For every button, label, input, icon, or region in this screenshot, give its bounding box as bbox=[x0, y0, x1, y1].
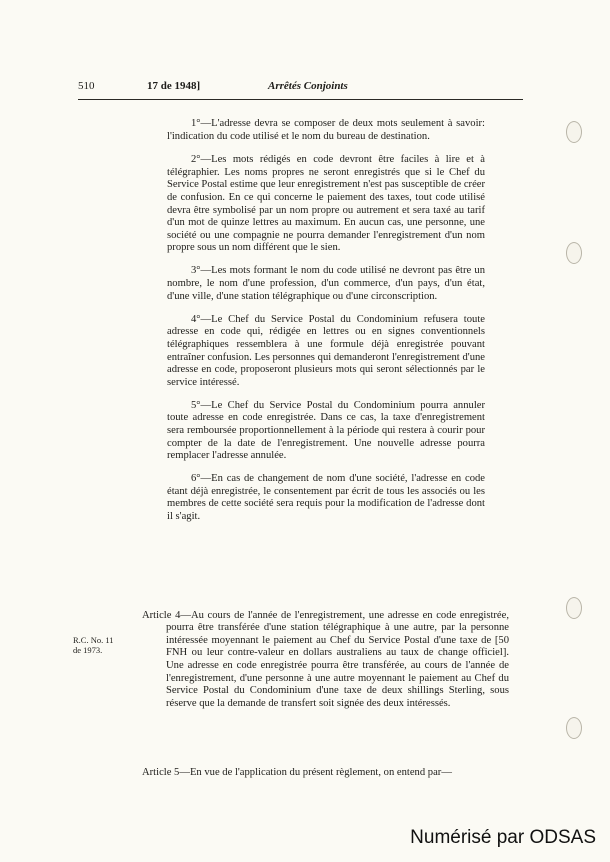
article-4: Article 4—Au cours de l'année de l'enregistrement, une adresse en code enregistrée, pourra être transférée d'une station télégraphique à une autre, par la personne intéressée moyennant le paiement au Chef du Service Postal d'une taxe de [50 FNH ou leur contre-valeur en dollars australiens au taux de change officiel]. Une adresse en code enregistrée pourra être transférée, au cours de l'année de l'enregistrement, d'une personne à une autre moyennant le paiement au Chef du Service Postal du Condominium d'une taxe de deux shillings Sterling, sous réserve que la demande de transfert soit signée des deux intéressés. bbox=[142, 609, 509, 709]
margin-note bbox=[73, 635, 114, 655]
numbered-paragraphs bbox=[167, 118, 485, 534]
paragraph-2: 2°—Les mots rédigés en code devront être faciles à lire et à télégraphier. Les noms propres ne seront enregistrés que si le Chef du Service Postal estime que leur enregistrement n'est pas susceptible de créer de confusion. En ce qui concerne le paiement des taxes, tout code utilisé devra être symbolisé par un nom propre ou autrement et sera taxé au tarif d'un mot de quinze lettres au maximum. En aucun cas, une personne, une société ou une compagnie ne pourra demander l'enregistrement d'un nom propre sous un nom différent que le sien. bbox=[167, 154, 485, 254]
paragraph-5: 5°—Le Chef du Service Postal du Condominium pourra annuler toute adresse en code enregistrée. Dans ce cas, la taxe d'enregistrement sera remboursée proportionnellement à la période qui restera à courir pour compter de la date de l'enregistrement. Une nouvelle adresse pourra remplacer l'adresse annulée. bbox=[167, 399, 485, 462]
margin-note-line-2: de 1973. bbox=[73, 645, 103, 655]
paragraph-1: 1°—L'adresse devra se composer de deux mots seulement à savoir: l'indication du code utilisé et le nom du bureau de destination. bbox=[167, 118, 485, 142]
page-header bbox=[78, 80, 518, 96]
punch-hole bbox=[566, 717, 582, 739]
punch-hole bbox=[566, 597, 582, 619]
paragraph-3: 3°—Les mots formant le nom du code utilisé ne devront pas être un nombre, le nom d'une profession, d'un commerce, d'un pays, d'un état, d'une ville, d'une station télégraphique ou d'une circonscription. bbox=[167, 265, 485, 302]
paragraph-4: 4°—Le Chef du Service Postal du Condominium refusera toute adresse en code qui, rédigée en lettres ou en signes conventionnels télégraphiques ressemblera à une formule déjà enregistrée pouvant entraîner confusion. Les personnes qui demanderont l'enregistrement d'une adresse en code, proposeront plusieurs mots qui seront sélectionnés par le service intéressé. bbox=[167, 313, 485, 388]
header-date: 17 de 1948] bbox=[147, 80, 201, 92]
page-number: 510 bbox=[78, 80, 95, 92]
paragraph-6: 6°—En cas de changement de nom d'une société, l'adresse en code étant déjà enregistrée, le consentement par écrit de tous les associés ou les membres de cette société sera requis pour la modification de l'adresse dont il s'agit. bbox=[167, 473, 485, 523]
margin-note-line-1: R.C. No. 11 bbox=[73, 635, 114, 645]
digitization-footer: Numérisé par ODSAS bbox=[410, 827, 596, 848]
header-rule bbox=[78, 99, 523, 100]
punch-hole bbox=[566, 121, 582, 143]
punch-hole bbox=[566, 242, 582, 264]
header-title: Arrêtés Conjoints bbox=[268, 80, 348, 92]
article-5: Article 5—En vue de l'application du présent règlement, on entend par— bbox=[142, 766, 452, 778]
